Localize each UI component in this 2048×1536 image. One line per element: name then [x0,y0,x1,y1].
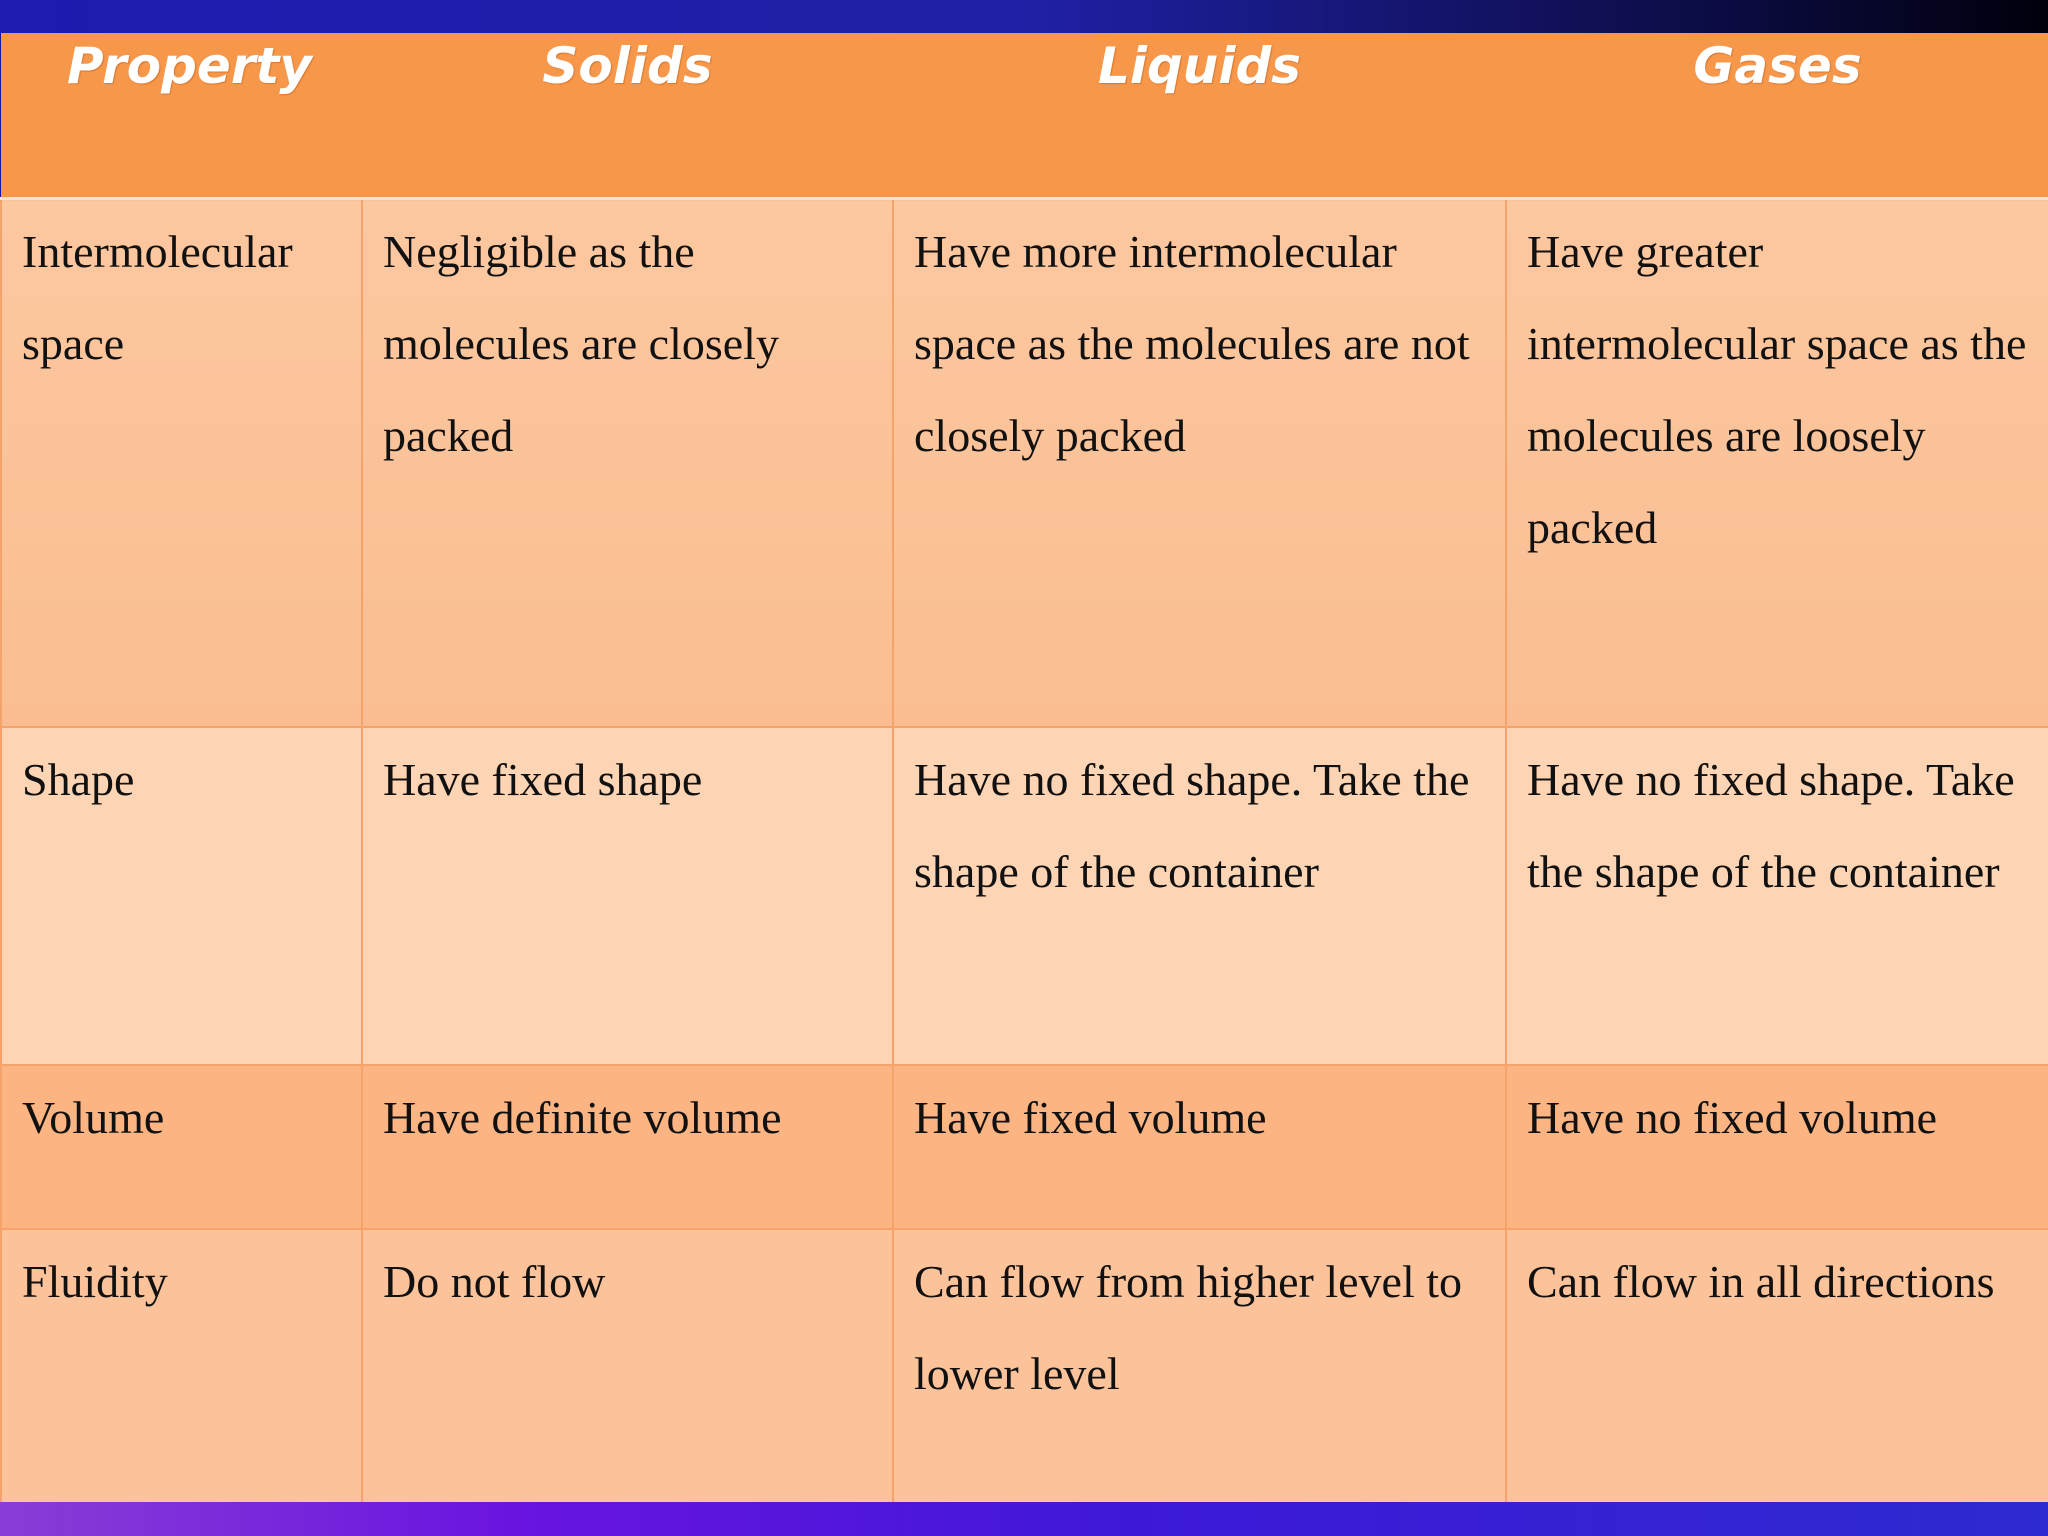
table-row-volume [1,1065,2048,1229]
cell-property: Intermolecular space [1,199,362,728]
table-row-shape [1,727,2048,1065]
cell-solids: Negligible as the molecules are closely packed [362,199,893,728]
states-of-matter-table [0,33,2048,1515]
cell-solids: Have definite volume [362,1065,893,1229]
cell-liquids: Have no fixed shape. Take the shape of the container [893,727,1506,1065]
header-liquids: Liquids [893,33,1506,199]
header-gases: Gases [1506,33,2048,199]
cell-liquids: Can flow from higher level to lower level [893,1229,1506,1514]
header-property: Property [1,33,362,199]
table-row-fluidity [1,1229,2048,1514]
cell-property: Volume [1,1065,362,1229]
cell-gases: Can flow in all directions [1506,1229,2048,1514]
cell-property: Fluidity [1,1229,362,1514]
header-solids: Solids [362,33,893,199]
cell-gases: Have no fixed shape. Take the shape of the container [1506,727,2048,1065]
cell-solids: Do not flow [362,1229,893,1514]
cell-gases: Have no fixed volume [1506,1065,2048,1229]
cell-property: Shape [1,727,362,1065]
cell-liquids: Have fixed volume [893,1065,1506,1229]
cell-liquids: Have more intermolecular space as the molecules are not closely packed [893,199,1506,728]
cell-gases: Have greater intermolecular space as the molecules are loosely packed [1506,199,2048,728]
slide-top-band [0,0,2048,33]
slide-bottom-band [0,1502,2048,1536]
table-row-intermolecular-space [1,199,2048,728]
cell-solids: Have fixed shape [362,727,893,1065]
table-header-row [1,33,2048,199]
